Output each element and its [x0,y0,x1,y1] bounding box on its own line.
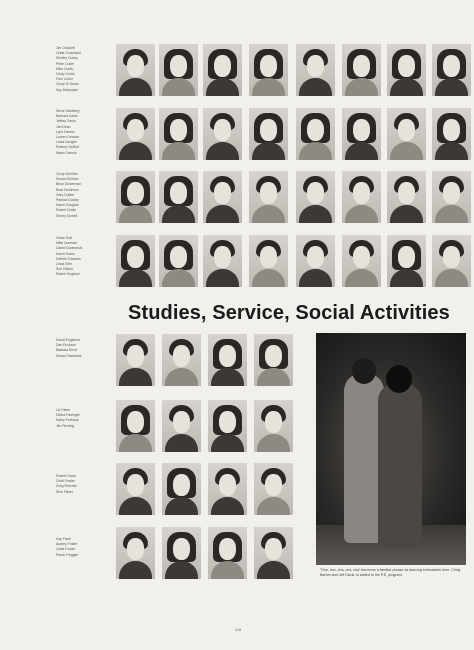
student-name: Sherry Dowell [56,213,78,218]
student-portrait [159,108,198,160]
name-list-row-7 [56,474,114,495]
student-portrait [208,334,247,386]
student-name: Robert Drake [56,208,77,213]
student-portrait [116,400,155,452]
student-portrait [254,334,293,386]
student-portrait [116,334,155,386]
student-portrait [203,171,242,223]
student-name: Mike Dunham [56,241,77,246]
student-portrait [162,334,201,386]
student-portrait [342,171,381,223]
student-name: Gary Dobbs [56,192,75,197]
student-name: Jim Crockett [56,46,75,50]
student-portrait [296,44,335,96]
student-name: Rich Fisher [56,489,74,494]
student-name: Liz Faber [56,408,71,412]
student-portrait [296,235,335,287]
student-portrait [387,235,426,287]
student-name: Rodney DeBolt [56,145,79,150]
student-name: Daniel Dwarshuis [56,246,83,251]
name-list-row-6 [56,408,114,429]
student-portrait [249,235,288,287]
student-name: Lauren Deacon [56,135,80,140]
student-portrait [208,463,247,515]
student-portrait [249,44,288,96]
student-name: Linda Dengler [56,140,78,145]
student-portrait [159,44,198,96]
student-portrait [432,44,471,96]
student-portrait [254,400,293,452]
student-portrait [342,235,381,287]
student-name: Brad Dickinson [56,187,79,192]
student-portrait [116,235,155,287]
student-portrait [387,108,426,160]
student-name: David Engstrom [56,338,81,342]
student-portrait [249,108,288,160]
student-portrait [162,400,201,452]
section-headline: Studies, Service, Social Activities [128,302,450,324]
student-portrait [203,235,242,287]
student-portrait [159,171,198,223]
student-portrait [249,171,288,223]
name-list-row-5 [56,338,114,359]
student-portrait [254,463,293,515]
name-list-row-1 [56,46,114,93]
student-portrait [203,108,242,160]
student-name: Karen Douglas [56,203,79,208]
student-name: Linda Eiler [56,262,73,267]
student-name: Audrey Foster [56,542,78,547]
student-portrait [342,44,381,96]
name-list-row-8 [56,537,114,558]
student-name: Robert Foust [56,474,76,478]
student-portrait [296,108,335,160]
student-portrait [162,463,201,515]
student-portrait [116,463,155,515]
name-list-row-4 [56,236,114,278]
student-name: Jan Dean [56,124,71,129]
student-name: Karen Dennis [56,150,77,155]
student-name: Cindy DeVries [56,172,78,176]
student-portrait [208,527,247,579]
student-name: Linda Crossland [56,51,81,56]
student-name: Paula Freggen [56,552,79,557]
student-name: Cindy Di Santo [56,82,79,87]
student-name: Brian Dickerman [56,182,82,187]
student-name: Robert England [56,272,80,277]
student-portrait [387,171,426,223]
student-portrait [432,171,471,223]
student-portrait [116,44,155,96]
student-name: Susan Fairbanks [56,353,82,358]
student-portrait [208,400,247,452]
student-name: Lynn Dennis [56,129,75,134]
student-name: Barbara Davis [56,114,78,119]
student-portrait [162,527,201,579]
photo-caption: "One, two, cha, cha, cha" becomes a familiar phrase as dancing enthusiasts here, Cindy Barton and Jeff Davis, is added to the P.E. program. [320,568,461,577]
student-portrait [116,108,155,160]
student-portrait [203,44,242,96]
student-name: Barbara Ernst [56,348,77,353]
student-name: Kay Flach [56,537,72,541]
student-portrait [432,108,471,160]
student-name: Cindy Curtis [56,72,75,77]
student-portrait [116,171,155,223]
student-name: Kathy Feeback [56,418,79,423]
student-portrait [296,171,335,223]
student-name: Jeffrey Davis [56,119,76,124]
student-name: Dan Erickson [56,343,77,348]
student-portrait [387,44,426,96]
student-name: Shelley Curley [56,56,78,61]
student-name: Vickie Duff [56,236,73,240]
student-portrait [254,527,293,579]
student-name: Steve Dahlberg [56,109,80,113]
student-name: Kay Dalrymple [56,87,79,92]
name-list-row-2 [56,109,114,156]
student-name: Debbie Edwards [56,256,81,261]
student-name: Susan DeVries [56,177,79,182]
student-name: Greg Fletcher [56,484,77,489]
student-name: Debra Farringer [56,413,80,418]
student-portrait [159,235,198,287]
student-portrait [116,527,155,579]
student-name: Peter Cutler [56,61,75,66]
name-list-row-3 [56,172,114,219]
student-portrait [432,235,471,287]
student-name: Jim Fleming [56,423,75,428]
student-portrait [342,108,381,160]
student-name: Mike Curtis [56,66,73,71]
dancing-couple-photo [316,333,466,565]
student-name: Pam Cutler [56,77,73,82]
student-name: Linda Fowler [56,547,76,552]
student-name: Karen Eaton [56,251,75,256]
page-number: 118 [234,627,242,632]
student-name: Sue Ellison [56,267,73,272]
student-name: Patricia Dooley [56,198,79,203]
student-name: Cindi Fowler [56,479,75,484]
